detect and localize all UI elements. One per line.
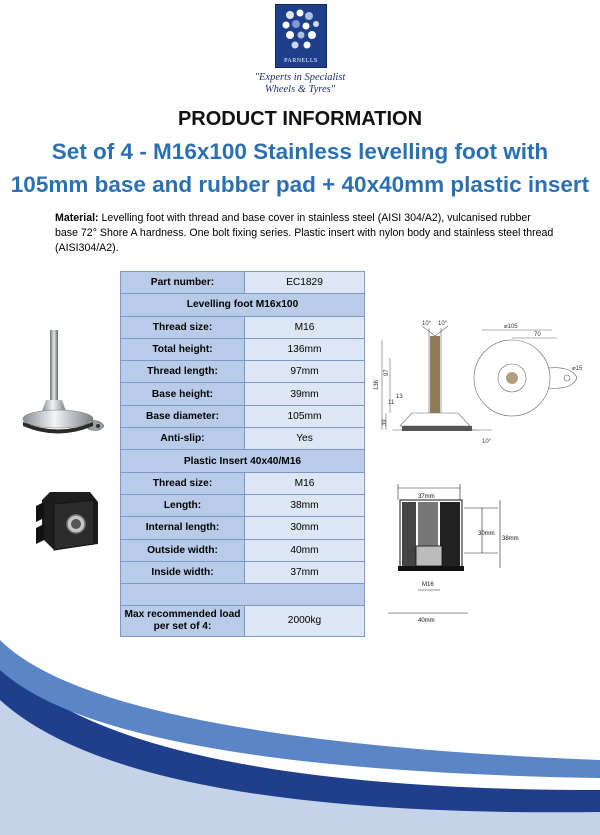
load-value: 2000kg — [245, 606, 365, 637]
dim-37: 37mm — [418, 494, 435, 500]
row-value: 105mm — [245, 405, 365, 427]
row-label: Total height: — [121, 338, 245, 360]
dim-m16: M16 — [422, 582, 434, 588]
table-row — [121, 539, 365, 561]
slogan-line2: Wheels & Tyres" — [264, 84, 336, 95]
section-insert-title: Plastic Insert 40x40/M16 — [121, 450, 365, 472]
dim-70: 70 — [534, 332, 541, 338]
plastic-insert-image — [32, 488, 108, 560]
row-value: 40mm — [245, 539, 365, 561]
row-value: 38mm — [245, 494, 365, 516]
logo-text: PARNELLS — [284, 58, 318, 64]
dim-39: 39 — [382, 419, 388, 426]
material-description — [55, 211, 555, 256]
page-title: PRODUCT INFORMATION — [177, 108, 423, 130]
material-label: Material: — [55, 212, 99, 224]
row-value: Yes — [245, 428, 365, 450]
dim-10b: 10° — [438, 321, 448, 327]
row-label: Thread size: — [121, 472, 245, 494]
dim-30: 30mm — [478, 531, 495, 537]
row-value: M16 — [245, 472, 365, 494]
company-logo — [275, 4, 327, 68]
table-row — [121, 383, 365, 405]
part-number-value: EC1829 — [245, 272, 365, 294]
row-label: Inside width: — [121, 561, 245, 583]
footer-swoosh — [0, 640, 600, 835]
row-value: 39mm — [245, 383, 365, 405]
dim-10a: 10° — [422, 321, 432, 327]
logo-dots-icon — [276, 5, 326, 55]
dim-105: ⌀105 — [504, 324, 518, 330]
row-label: Outside width: — [121, 539, 245, 561]
section-header — [121, 294, 365, 316]
product-title-line1: Set of 4 - M16x100 Stainless levelling foot with — [51, 139, 549, 164]
row-label: Base height: — [121, 383, 245, 405]
table-row — [121, 361, 365, 383]
foot-technical-drawing — [372, 318, 597, 458]
dim-97: 97 — [384, 369, 390, 376]
row-value: 30mm — [245, 517, 365, 539]
table-row — [121, 405, 365, 427]
row-value: 97mm — [245, 361, 365, 383]
dim-136: 136 — [374, 379, 380, 390]
table-row — [121, 272, 365, 294]
section-foot-title: Levelling foot M16x100 — [121, 294, 365, 316]
dim-10c: 10° — [482, 439, 492, 445]
slogan-line1: "Experts in Specialist — [254, 72, 346, 83]
row-label: Thread length: — [121, 361, 245, 383]
section-header — [121, 450, 365, 472]
load-label — [121, 606, 245, 637]
table-row — [121, 517, 365, 539]
table-row — [121, 561, 365, 583]
row-label: Length: — [121, 494, 245, 516]
insert-technical-drawing — [378, 478, 538, 628]
table-row-load — [121, 606, 365, 637]
table-row — [121, 472, 365, 494]
levelling-foot-image — [18, 325, 110, 445]
table-row — [121, 494, 365, 516]
row-value: 136mm — [245, 338, 365, 360]
dim-38: 38mm — [502, 536, 519, 542]
table-row — [121, 316, 365, 338]
row-value: M16 — [245, 316, 365, 338]
table-row-blank — [121, 584, 365, 606]
row-label: Anti-slip: — [121, 428, 245, 450]
row-label: Internal length: — [121, 517, 245, 539]
row-label: Thread size: — [121, 316, 245, 338]
dim-13: 13 — [396, 394, 403, 400]
table-row — [121, 428, 365, 450]
dim-40: 40mm — [418, 618, 435, 624]
row-label: Base diameter: — [121, 405, 245, 427]
part-number-label: Part number: — [121, 272, 245, 294]
table-row — [121, 338, 365, 360]
dim-15: ⌀15 — [572, 366, 583, 372]
load-label-line1: Max recommended load — [124, 609, 241, 621]
dim-11: 11 — [388, 400, 395, 406]
row-value: 37mm — [245, 561, 365, 583]
blank-cell — [121, 584, 365, 606]
spec-table — [120, 271, 365, 637]
load-label-line2: per set of 4: — [153, 621, 212, 633]
product-title-line2: 105mm base and rubber pad + 40x40mm plastic insert — [10, 172, 590, 197]
material-text: Levelling foot with thread and base cover in stainless steel (AISI 304/A2), vulcanised rubber base 72° Shore A hardness. One bolt fixing series. Plastic insert with nylon body and stainless steel thread (AISI304/A2). — [55, 212, 554, 254]
